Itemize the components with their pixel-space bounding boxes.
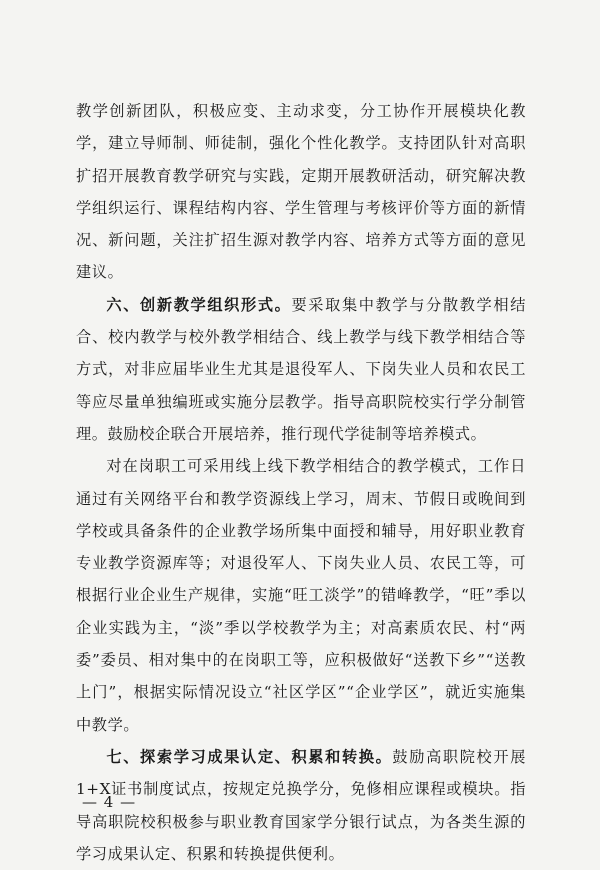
- section-heading-seven: 七、探索学习成果认定、积累和转换。: [106, 747, 393, 766]
- section-heading-six: 六、创新教学组织形式。: [106, 295, 292, 314]
- paragraph-text: 要采取集中教学与分散教学相结合、校内教学与校外教学相结合、线上教学与线下教学相结合等方式，对非应届毕业生尤其是退役军人、下岗失业人员和农民工等应尽量单独编班或实施分层教学。指导高职院校实行学分制管理。鼓励校企联合开展培养，推行现代学徒制等培养模式。: [76, 295, 526, 443]
- paragraph-text: 教学创新团队，积极应变、主动求变，分工协作开展模块化教学，建立导师制、师徒制，强化个性化教学。支持团队针对高职扩招开展教育教学研究与实践，定期开展教研活动，研究解决教学组织运行、课程结构内容、学生管理与考核评价等方面的新情况、新问题，关注扩招生源对教学内容、培养方式等方面的意见建议。: [76, 102, 526, 282]
- paragraph-team-innovation: [76, 95, 526, 289]
- paragraph-section-seven: [76, 741, 526, 870]
- paragraph-section-six: [76, 289, 526, 450]
- page-number: — 4 —: [82, 793, 137, 811]
- paragraph-in-service-workers: [76, 450, 526, 741]
- paragraph-text: 对在岗职工可采用线上线下教学相结合的教学模式，工作日通过有关网络平台和教学资源线上学习，周末、节假日或晚间到学校或具备条件的企业教学场所集中面授和辅导，用好职业教育专业教学资源库等；对退役军人、下岗失业人员、农民工等，可根据行业企业生产规律，实施“旺工淡学”的错峰教学，“旺”季以企业实践为主，“淡”季以学校教学为主；对高素质农民、村“两委”委员、相对集中的在岗职工等，应积极做好“送教下乡”“送教上门”，根据实际情况设立“社区学区”“企业学区”，就近实施集中教学。: [76, 457, 526, 734]
- paragraph-text: 鼓励高职院校开展1+X证书制度试点，按规定兑换学分，免修相应课程或模块。指导高职院校积极参与职业教育国家学分银行试点，为各类生源的学习成果认定、积累和转换提供便利。: [76, 747, 526, 863]
